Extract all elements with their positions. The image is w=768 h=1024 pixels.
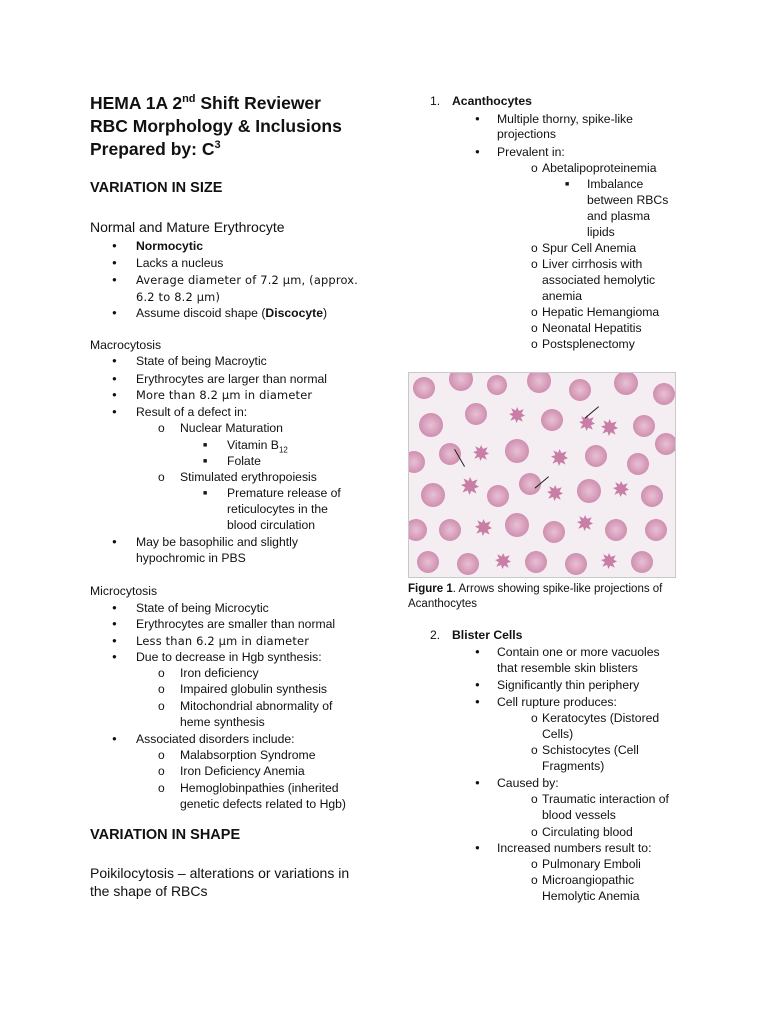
list-item: Cell rupture produces: <box>497 695 617 709</box>
caption-text-2: Acanthocytes <box>408 598 478 610</box>
normal-erythrocyte-title: Normal and Mature Erythrocyte <box>90 219 285 235</box>
poikilocytosis-line2: the shape of RBCs <box>90 883 208 899</box>
list-item: Erythrocytes are smaller than normal <box>136 617 336 631</box>
title-line2: RBC Morphology & Inclusions <box>90 116 342 136</box>
bullet-icon <box>112 272 117 290</box>
list-item: Erythrocytes are larger than normal <box>136 372 328 386</box>
circle-bullet-icon <box>158 420 165 436</box>
list-item: Microangiopathic <box>542 873 635 887</box>
list-item: Associated disorders include: <box>136 732 295 746</box>
circle-bullet-icon <box>158 469 165 485</box>
bullet-icon <box>112 305 117 323</box>
bullet-icon <box>112 731 117 749</box>
list-item: Prevalent in: <box>497 145 565 159</box>
list-item: Folate <box>227 454 261 468</box>
list-item: Keratocytes (Distored <box>542 711 660 725</box>
list-number: 1. <box>430 94 441 108</box>
bullet-icon <box>112 387 117 405</box>
list-item: State of being Microcytic <box>136 601 269 615</box>
circle-bullet-icon <box>158 763 165 779</box>
list-item: anemia <box>542 289 582 303</box>
list-item: heme synthesis <box>180 715 265 729</box>
list-item: Vitamin $B_{12}$ <box>227 438 288 455</box>
list-item: Result of a defect in: <box>136 405 248 419</box>
list-item: Imbalance <box>587 177 644 191</box>
circle-bullet-icon <box>531 856 538 872</box>
title-sup-3: 3 <box>214 139 221 152</box>
list-item: Hemolytic Anemia <box>542 889 640 903</box>
circle-bullet-icon <box>531 256 538 272</box>
list-item: genetic defects related to Hgb) <box>180 797 346 811</box>
circle-bullet-icon <box>531 304 538 320</box>
circle-bullet-icon <box>531 824 538 840</box>
list-item: Liver cirrhosis with <box>542 257 643 271</box>
heading-variation-shape: VARIATION IN SHAPE <box>90 827 241 843</box>
list-item: between RBCs <box>587 193 669 207</box>
circle-bullet-icon <box>531 710 538 726</box>
list-item: Hepatic Hemangioma <box>542 305 660 319</box>
list-item: Neonatal Hepatitis <box>542 321 642 335</box>
arrow-icon <box>585 406 599 418</box>
acanthocytes-title: Acanthocytes <box>452 94 532 108</box>
circle-bullet-icon <box>531 160 538 176</box>
poikilocytosis-line1: Poikilocytosis – alterations or variations in <box>90 865 350 881</box>
list-item: Multiple thorny, spike-like <box>497 112 633 126</box>
list-item: State of being Macroytic <box>136 354 267 368</box>
bullet-icon <box>112 404 117 422</box>
list-item: lipids <box>587 225 615 239</box>
figure-label: Figure 1 <box>408 583 453 595</box>
bullet-icon <box>475 775 480 793</box>
list-item: associated hemolytic <box>542 273 656 287</box>
list-item: Schistocytes (Cell <box>542 743 639 757</box>
circle-bullet-icon <box>531 336 538 352</box>
list-item: Circulating blood <box>542 825 633 839</box>
list-item: More than 8.2 μm in diameter <box>136 388 313 402</box>
list-item: and plasma <box>587 209 651 223</box>
list-item: blood vessels <box>542 808 616 822</box>
square-bullet-icon <box>565 176 569 195</box>
circle-bullet-icon <box>158 780 165 796</box>
square-bullet-icon <box>203 485 207 504</box>
bullet-icon <box>112 649 117 667</box>
circle-bullet-icon <box>531 872 538 888</box>
bullet-icon <box>475 677 480 695</box>
list-number: 2. <box>430 628 441 642</box>
title-sup-nd: nd <box>182 93 196 106</box>
bullet-icon <box>475 644 480 662</box>
list-item: Lacks a nucleus <box>136 256 224 270</box>
list-item: Increased numbers result to: <box>497 841 652 855</box>
bullet-icon <box>112 616 117 634</box>
list-item: reticulocytes in the <box>227 502 328 516</box>
circle-bullet-icon <box>158 747 165 763</box>
circle-bullet-icon <box>158 681 165 697</box>
bullet-icon <box>112 534 117 552</box>
list-item: Postsplenectomy <box>542 337 635 351</box>
bullet-icon <box>475 144 480 162</box>
figure-caption <box>408 582 688 612</box>
list-item: May be basophilic and slightly <box>136 535 298 549</box>
circle-bullet-icon <box>158 665 165 681</box>
list-item: Traumatic interaction of <box>542 792 669 806</box>
list-item: Normocytic <box>136 239 204 253</box>
list-item: 6.2 to 8.2 μm) <box>136 290 221 304</box>
circle-bullet-icon <box>531 742 538 758</box>
list-item: Iron deficiency <box>180 666 259 680</box>
document-title <box>90 92 390 161</box>
macrocytosis-title: Macrocytosis <box>90 338 162 352</box>
list-item: Abetalipoproteinemia <box>542 161 657 175</box>
title-line1-rest: Shift Reviewer <box>195 93 321 113</box>
list-item: Contain one or more vacuoles <box>497 645 660 659</box>
heading-variation-size: VARIATION IN SIZE <box>90 180 223 196</box>
circle-bullet-icon <box>158 698 165 714</box>
list-item: Nuclear Maturation <box>180 421 283 435</box>
title-line1: HEMA 1A 2 <box>90 93 183 113</box>
bullet-icon <box>112 353 117 371</box>
list-item: Stimulated erythropoiesis <box>180 470 317 484</box>
title-line3: Prepared by: C <box>90 139 215 159</box>
list-item: Impaired globulin synthesis <box>180 682 328 696</box>
bullet-icon <box>475 111 480 129</box>
list-item: blood circulation <box>227 518 316 532</box>
bullet-icon <box>112 238 117 256</box>
list-item: Significantly thin periphery <box>497 678 640 692</box>
list-item: Less than 6.2 μm in diameter <box>136 634 310 648</box>
caption-text: . Arrows showing spike-like projections of <box>452 583 663 595</box>
list-item: Premature release of <box>227 486 341 500</box>
list-item: Due to decrease in Hgb synthesis: <box>136 650 322 664</box>
list-item: Cells) <box>542 727 574 741</box>
list-item: hypochromic in PBS <box>136 551 246 565</box>
list-item: Mitochondrial abnormality of <box>180 699 333 713</box>
list-item: Fragments) <box>542 759 605 773</box>
blister-title: Blister Cells <box>452 628 523 642</box>
list-item: Pulmonary Emboli <box>542 857 641 871</box>
bullet-icon <box>475 694 480 712</box>
circle-bullet-icon <box>531 320 538 336</box>
circle-bullet-icon <box>531 791 538 807</box>
list-item: that resemble skin blisters <box>497 661 638 675</box>
list-item: Assume discoid shape (Discocyte) <box>136 306 328 320</box>
microcytosis-title: Microcytosis <box>90 584 158 598</box>
list-item: projections <box>497 127 556 141</box>
acanthocytes-micrograph <box>408 372 676 578</box>
list-item: Iron Deficiency Anemia <box>180 764 305 778</box>
bullet-icon <box>112 255 117 273</box>
bullet-icon <box>475 840 480 858</box>
circle-bullet-icon <box>531 240 538 256</box>
list-item: Caused by: <box>497 776 559 790</box>
list-item: Average diameter of 7.2 μm, (approx. <box>136 273 359 287</box>
list-item: Spur Cell Anemia <box>542 241 637 255</box>
list-item: Hemoglobinpathies (inherited <box>180 781 339 795</box>
list-item: Malabsorption Syndrome <box>180 748 316 762</box>
